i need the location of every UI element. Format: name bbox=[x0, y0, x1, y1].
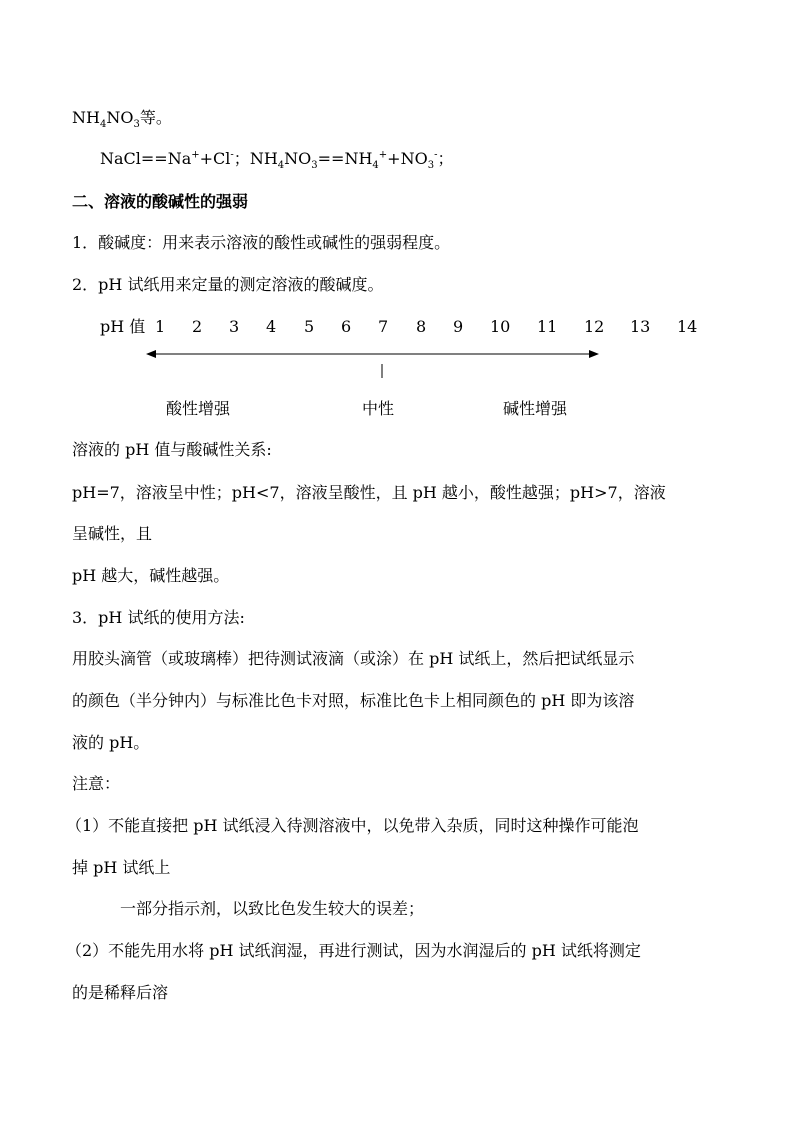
ph-tick: 13 bbox=[630, 317, 651, 336]
formula-subscript: 4 bbox=[99, 119, 107, 131]
relation-line: pH=7，溶液呈中性；pH<7，溶液呈酸性，且 pH 越小，酸性越强；pH>7，溶液 bbox=[72, 483, 666, 502]
ph-tick: 11 bbox=[537, 317, 558, 336]
ionization-equations bbox=[100, 149, 454, 172]
eq-part: +Cl bbox=[199, 149, 231, 168]
eq-part: NaCl==Na bbox=[100, 149, 192, 168]
ph-tick: 6 bbox=[341, 317, 352, 336]
eq-superscript: - bbox=[434, 149, 438, 161]
item-1: 1．酸碱度：用来表示溶液的酸性或碱性的强弱程度。 bbox=[72, 233, 451, 252]
note-1-line: 掉 pH 试纸上 bbox=[72, 858, 171, 877]
note-2-line: （2）不能先用水将 pH 试纸润湿，再进行测试，因为水润湿后的 pH 试纸将测定 bbox=[66, 941, 641, 960]
eq-separator: ； bbox=[233, 149, 250, 168]
ph-tick: 1 bbox=[155, 317, 166, 336]
ph-scale-label: pH 值 bbox=[100, 317, 146, 336]
ph-tick: 4 bbox=[266, 317, 277, 336]
relation-title: 溶液的 pH 值与酸碱性关系: bbox=[72, 440, 272, 459]
eq-end: ； bbox=[437, 149, 454, 168]
eq-superscript: - bbox=[230, 149, 234, 161]
acid-increase-label: 酸性增强 bbox=[166, 399, 231, 418]
line-suffix: 等。 bbox=[139, 108, 172, 127]
method-line: 的颜色（半分钟内）与标准比色卡对照，标准比色卡上相同颜色的 pH 即为该溶 bbox=[72, 691, 635, 710]
relation-line: 呈碱性，且 bbox=[72, 524, 153, 543]
method-line: 用胶头滴管（或玻璃棒）把待测试液滴（或涂）在 pH 试纸上，然后把试纸显示 bbox=[72, 649, 635, 668]
eq-part: +NO bbox=[387, 149, 428, 168]
arrow-left-icon bbox=[146, 350, 156, 358]
eq-part: NH bbox=[249, 149, 278, 168]
ph-tick: 14 bbox=[677, 317, 698, 336]
base-increase-label: 碱性增强 bbox=[503, 399, 568, 418]
ph-scale-axis bbox=[140, 344, 610, 380]
ph-tick: 9 bbox=[453, 317, 464, 336]
item-2: 2．pH 试纸用来定量的测定溶液的酸碱度。 bbox=[72, 275, 384, 294]
ph-tick: 3 bbox=[229, 317, 240, 336]
note-2-line: 的是稀释后溶 bbox=[72, 983, 169, 1002]
arrow-right-icon bbox=[589, 350, 599, 358]
note-1-line: （1）不能直接把 pH 试纸浸入待测溶液中，以免带入杂质，同时这种操作可能泡 bbox=[66, 816, 639, 835]
eq-subscript: 3 bbox=[427, 160, 435, 172]
ph-tick: 12 bbox=[584, 317, 605, 336]
ph-tick: 10 bbox=[490, 317, 511, 336]
section-heading: 二、溶液的酸碱性的强弱 bbox=[72, 192, 249, 211]
formula-part: NH bbox=[72, 108, 100, 127]
eq-subscript: 4 bbox=[372, 160, 379, 172]
eq-subscript: 3 bbox=[311, 160, 318, 172]
ph-tick: 7 bbox=[378, 317, 389, 336]
eq-part: ==NH bbox=[317, 149, 373, 168]
eq-superscript: + bbox=[378, 149, 388, 161]
ph-tick: 5 bbox=[304, 317, 315, 336]
neutral-label: 中性 bbox=[362, 399, 395, 418]
note-title: 注意： bbox=[72, 774, 121, 793]
method-line: 液的 pH。 bbox=[72, 733, 150, 752]
eq-superscript: + bbox=[191, 149, 200, 161]
formula-part: NO bbox=[106, 108, 134, 127]
eq-part: NO bbox=[284, 149, 312, 168]
formula-line-nh4no3 bbox=[72, 108, 172, 131]
relation-line: pH 越大，碱性越强。 bbox=[72, 566, 230, 585]
eq-subscript: 4 bbox=[277, 160, 285, 172]
formula-subscript: 3 bbox=[133, 119, 140, 131]
note-1-line: 一部分指示剂，以致比色发生较大的误差； bbox=[120, 899, 425, 918]
item-3: 3．pH 试纸的使用方法: bbox=[72, 608, 245, 627]
ph-tick: 8 bbox=[416, 317, 427, 336]
ph-tick: 2 bbox=[192, 317, 203, 336]
